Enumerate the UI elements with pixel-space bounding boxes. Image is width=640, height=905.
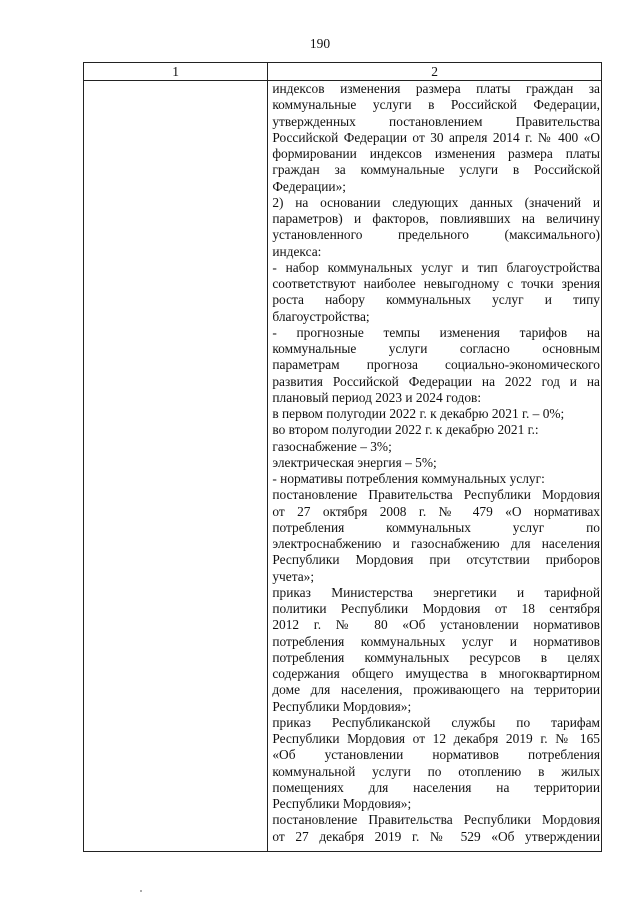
text-line: коммунальные услуги в Российской Федерации,	[272, 97, 600, 113]
text-line: развития Российской Федерации на 2022 год и на	[272, 373, 600, 389]
text-line: от 27 октября 2008 г. № 479 «О нормативах	[272, 503, 600, 519]
text-line: электроснабжению и газоснабжению для населения	[272, 536, 600, 551]
text-line: в первом полугодии 2022 г. к декабрю 2021 г. – 0%;	[272, 406, 565, 421]
text-line: утвержденных постановлением Правительства	[272, 113, 600, 129]
text-line: 2012 г. № 80 «Об установлении нормативов	[272, 617, 600, 633]
column-1-cell	[84, 81, 268, 852]
text-line: потребления коммунальных услуг по	[272, 519, 600, 535]
table-header-row	[84, 63, 602, 81]
text-line: помещениях для населения на территории	[272, 779, 600, 795]
text-line: приказ Министерства энергетики и тарифной	[272, 584, 600, 600]
page-number: 190	[309, 36, 331, 51]
text-line: «Об установлении нормативов потребления	[272, 747, 600, 763]
text-line: Республики Мордовия при отсутствии приборов	[272, 552, 600, 568]
text-line: потребления коммунальных услуг и нормативов	[272, 633, 600, 649]
scan-artifact-dot	[140, 890, 142, 892]
text-line: роста набору коммунальных услуг и типу	[272, 292, 600, 308]
text-line: - прогнозные темпы изменения тарифов на	[272, 324, 600, 340]
text-line: содержания общего имущества в многоквартирном	[272, 666, 600, 681]
text-line: граждан за коммунальные услуги в Российской	[272, 162, 600, 178]
text-line: - набор коммунальных услуг и тип благоустройства	[272, 259, 600, 275]
text-line: постановление Правительства Республики Мордовия	[272, 487, 600, 503]
document-table	[83, 62, 602, 852]
text-line: плановый период 2023 и 2024 годов:	[272, 389, 482, 405]
text-line: газоснабжение – 3%;	[272, 438, 392, 454]
text-line: Республики Мордовия»;	[272, 698, 412, 714]
text-line: соответствуют наиболее невыгодному с точки зрения	[272, 276, 600, 291]
table-row	[84, 81, 602, 852]
text-line: потребления коммунальных ресурсов в целях	[272, 649, 600, 665]
text-line: установленного предельного (максимального)	[272, 227, 600, 243]
text-line: электрическая энергия – 5%;	[272, 454, 437, 470]
text-line: индекса:	[272, 243, 322, 259]
column-header-2: 2	[268, 63, 602, 81]
text-line: благоустройства;	[272, 308, 370, 324]
text-line: Республики Мордовия»;	[272, 796, 412, 811]
text-line: Республики Мордовия от 12 декабря 2019 г. № 165	[272, 731, 600, 746]
text-line: учета»;	[272, 568, 315, 584]
text-line: - нормативы потребления коммунальных услуг:	[272, 471, 545, 486]
text-line: коммунальной услуги по отоплению в жилых	[272, 763, 600, 779]
text-line: формировании индексов изменения размера платы	[272, 146, 600, 161]
text-line: параметров) и факторов, повлиявших на величину	[272, 211, 600, 226]
text-line: Российской Федерации от 30 апреля 2014 г. № 400 «О	[272, 129, 600, 145]
text-line: параметрам прогноза социально-экономического	[272, 357, 600, 373]
text-line: постановление Правительства Республики Мордовия	[272, 812, 600, 828]
text-line: приказ Республиканской службы по тарифам	[272, 714, 600, 730]
text-line: от 27 декабря 2019 г. № 529 «Об утверждении	[272, 828, 600, 844]
text-line: доме для населения, проживающего на территории	[272, 682, 600, 698]
text-line: политики Республики Мордовия от 18 сентября	[272, 601, 600, 616]
text-lines	[272, 81, 600, 845]
text-line: 2) на основании следующих данных (значений и	[272, 194, 600, 210]
text-line: коммунальные услуги согласно основным	[272, 341, 600, 356]
text-line: индексов изменения размера платы граждан за	[272, 81, 600, 96]
column-header-1: 1	[84, 63, 268, 81]
text-line: Федерации»;	[272, 178, 346, 194]
column-2-cell	[268, 81, 602, 852]
text-line: во втором полугодии 2022 г. к декабрю 2021 г.:	[272, 422, 539, 438]
